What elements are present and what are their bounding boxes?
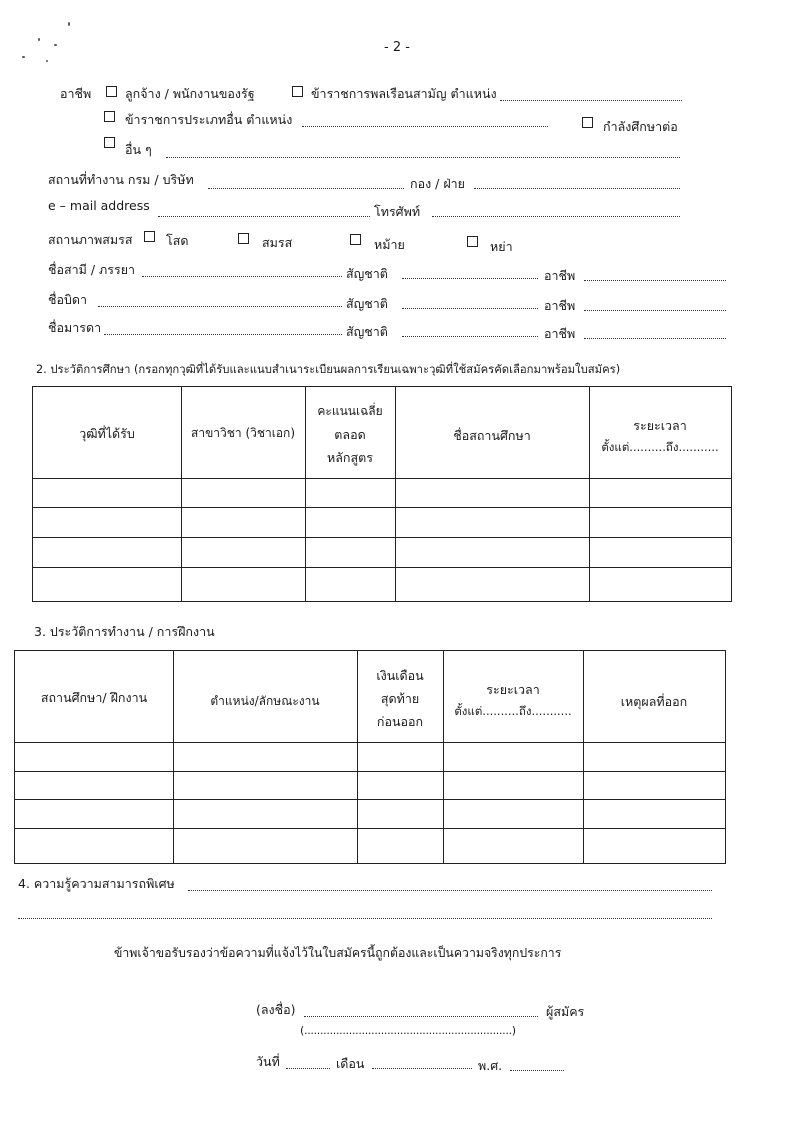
day-field[interactable]: [286, 1068, 330, 1069]
work-row-3[interactable]: [15, 800, 725, 828]
checkbox-other-civil-servant[interactable]: [104, 111, 115, 122]
father-occupation-label: อาชีพ: [544, 298, 576, 313]
checkbox-divorced[interactable]: [467, 236, 478, 247]
checkbox-studying[interactable]: [582, 117, 593, 128]
work-col-place: สถานศึกษา/ ฝึกงาน: [40, 690, 148, 705]
spouse-name-label: ชื่อสามี / ภรรยา: [48, 262, 136, 277]
edu-col-major: สาขาวิชา (วิชาเอก): [191, 426, 295, 440]
division-field[interactable]: [474, 188, 680, 189]
mother-name-label: ชื่อมารดา: [48, 320, 102, 335]
mother-occupation-label: อาชีพ: [544, 326, 576, 341]
work-col-salary-line1: เงินเดือน: [376, 668, 424, 683]
scan-speck: [46, 60, 48, 62]
option-employee-label: ลูกจ้าง / พนักงานของรัฐ: [125, 86, 255, 101]
spouse-name-field[interactable]: [142, 276, 342, 277]
education-row-3[interactable]: [33, 538, 731, 567]
education-section-title: 2. ประวัติการศึกษา (กรอกทุกวุฒิที่ได้รับและแนบสำเนาระเบียนผลการเรียนเฉพาะวุฒิที่ใช้สมัครคัดเลือกมาพร้อมใบสมัคร): [36, 363, 621, 376]
work-table: [14, 650, 726, 864]
father-occupation-field[interactable]: [584, 310, 726, 311]
mother-occupation-field[interactable]: [584, 338, 726, 339]
edu-col-period-line1: ระยะเวลา: [633, 418, 687, 433]
work-col-salary-line2: สุดท้าย: [380, 691, 420, 706]
spouse-nationality-label: สัญชาติ: [346, 266, 388, 281]
division-label: กอง / ฝ่าย: [410, 176, 466, 191]
email-field[interactable]: [158, 216, 370, 217]
father-name-label: ชื่อบิดา: [48, 292, 88, 307]
checkbox-married[interactable]: [238, 233, 249, 244]
year-label: พ.ศ.: [478, 1058, 503, 1073]
declaration-text: ข้าพเจ้าขอรับรองว่าข้อความที่แจ้งไว้ในใบสมัครนี้ถูกต้องและเป็นความจริงทุกประการ: [114, 946, 562, 960]
mother-nationality-label: สัญชาติ: [346, 324, 388, 339]
mother-nationality-field[interactable]: [402, 336, 538, 337]
page-number: - 2 -: [384, 40, 410, 55]
skills-label: 4. ความรู้ความสามารถพิเศษ: [18, 876, 175, 891]
phone-label: โทรศัพท์: [374, 204, 421, 219]
spouse-occupation-label: อาชีพ: [544, 268, 576, 283]
edu-col-degree: วุฒิที่ได้รับ: [79, 426, 135, 441]
spouse-nationality-field[interactable]: [402, 278, 538, 279]
father-nationality-field[interactable]: [402, 308, 538, 309]
scan-speck: [54, 44, 57, 46]
work-col-position: ตำแหน่ง/ลักษณะงาน: [210, 694, 320, 708]
option-civil-servant-label: ข้าราชการพลเรือนสามัญ ตำแหน่ง: [311, 86, 497, 101]
option-studying-label: กำลังศึกษาต่อ: [603, 119, 678, 134]
work-col-period-line1: ระยะเวลา: [486, 682, 540, 697]
scan-speck: [68, 22, 70, 26]
signature-label: (ลงชื่อ): [256, 1002, 296, 1017]
education-table: [32, 386, 732, 602]
mother-name-field[interactable]: [104, 334, 342, 335]
work-col-reason: เหตุผลที่ออก: [620, 694, 688, 709]
edu-col-gpa-line2: ตลอด: [334, 427, 366, 442]
checkbox-employee[interactable]: [106, 86, 117, 97]
occupation-label: อาชีพ: [60, 86, 92, 101]
option-other-label: อื่น ๆ: [125, 142, 152, 157]
month-label: เดือน: [336, 1056, 365, 1071]
workplace-field[interactable]: [208, 188, 404, 189]
other-occupation-field[interactable]: [166, 157, 680, 158]
marital-divorced-label: หย่า: [490, 239, 513, 254]
work-col-salary-line3: ก่อนออก: [376, 714, 424, 729]
option-other-civil-label: ข้าราชการประเภทอื่น ตำแหน่ง: [125, 112, 293, 127]
other-civil-position-field[interactable]: [302, 126, 548, 127]
year-field[interactable]: [510, 1070, 564, 1071]
work-row-1[interactable]: [15, 743, 725, 771]
spouse-occupation-field[interactable]: [584, 280, 726, 281]
checkbox-widowed[interactable]: [350, 234, 361, 245]
skills-field-line1[interactable]: [188, 890, 712, 891]
printed-name-field[interactable]: (.................................................................): [300, 1024, 516, 1037]
checkbox-civil-servant[interactable]: [292, 86, 303, 97]
education-row-1[interactable]: [33, 479, 731, 507]
work-col-period-line2: ตั้งแต่..........ถึง...........: [454, 704, 572, 718]
father-nationality-label: สัญชาติ: [346, 296, 388, 311]
marital-single-label: โสด: [166, 233, 189, 248]
marital-widowed-label: หม้าย: [374, 237, 405, 252]
edu-col-gpa-line1: คะแนนเฉลี่ย: [317, 404, 383, 418]
marital-status-label: สถานภาพสมรส: [48, 232, 133, 247]
education-row-4[interactable]: [33, 568, 731, 601]
education-row-2[interactable]: [33, 508, 731, 537]
workplace-label: สถานที่ทำงาน กรม / บริษัท: [48, 172, 194, 187]
father-name-field[interactable]: [98, 306, 342, 307]
checkbox-single[interactable]: [144, 231, 155, 242]
edu-col-gpa-line3: หลักสูตร: [327, 450, 373, 465]
scan-speck: [38, 38, 40, 41]
edu-col-period-line2: ตั้งแต่..........ถึง...........: [601, 440, 719, 454]
month-field[interactable]: [372, 1068, 472, 1069]
work-row-2[interactable]: [15, 772, 725, 799]
signature-field[interactable]: [304, 1016, 538, 1017]
marital-married-label: สมรส: [262, 235, 293, 250]
email-label: e – mail address: [48, 198, 150, 213]
date-label: วันที่: [256, 1054, 280, 1069]
work-row-4[interactable]: [15, 829, 725, 863]
applicant-label: ผู้สมัคร: [546, 1004, 585, 1019]
civil-servant-position-field[interactable]: [500, 100, 682, 101]
work-section-title: 3. ประวัติการทำงาน / การฝึกงาน: [34, 624, 215, 639]
edu-col-institution: ชื่อสถานศึกษา: [453, 428, 531, 443]
phone-field[interactable]: [432, 216, 680, 217]
skills-field-line2[interactable]: [18, 918, 712, 919]
checkbox-other[interactable]: [104, 137, 115, 148]
scan-speck: [22, 56, 25, 58]
